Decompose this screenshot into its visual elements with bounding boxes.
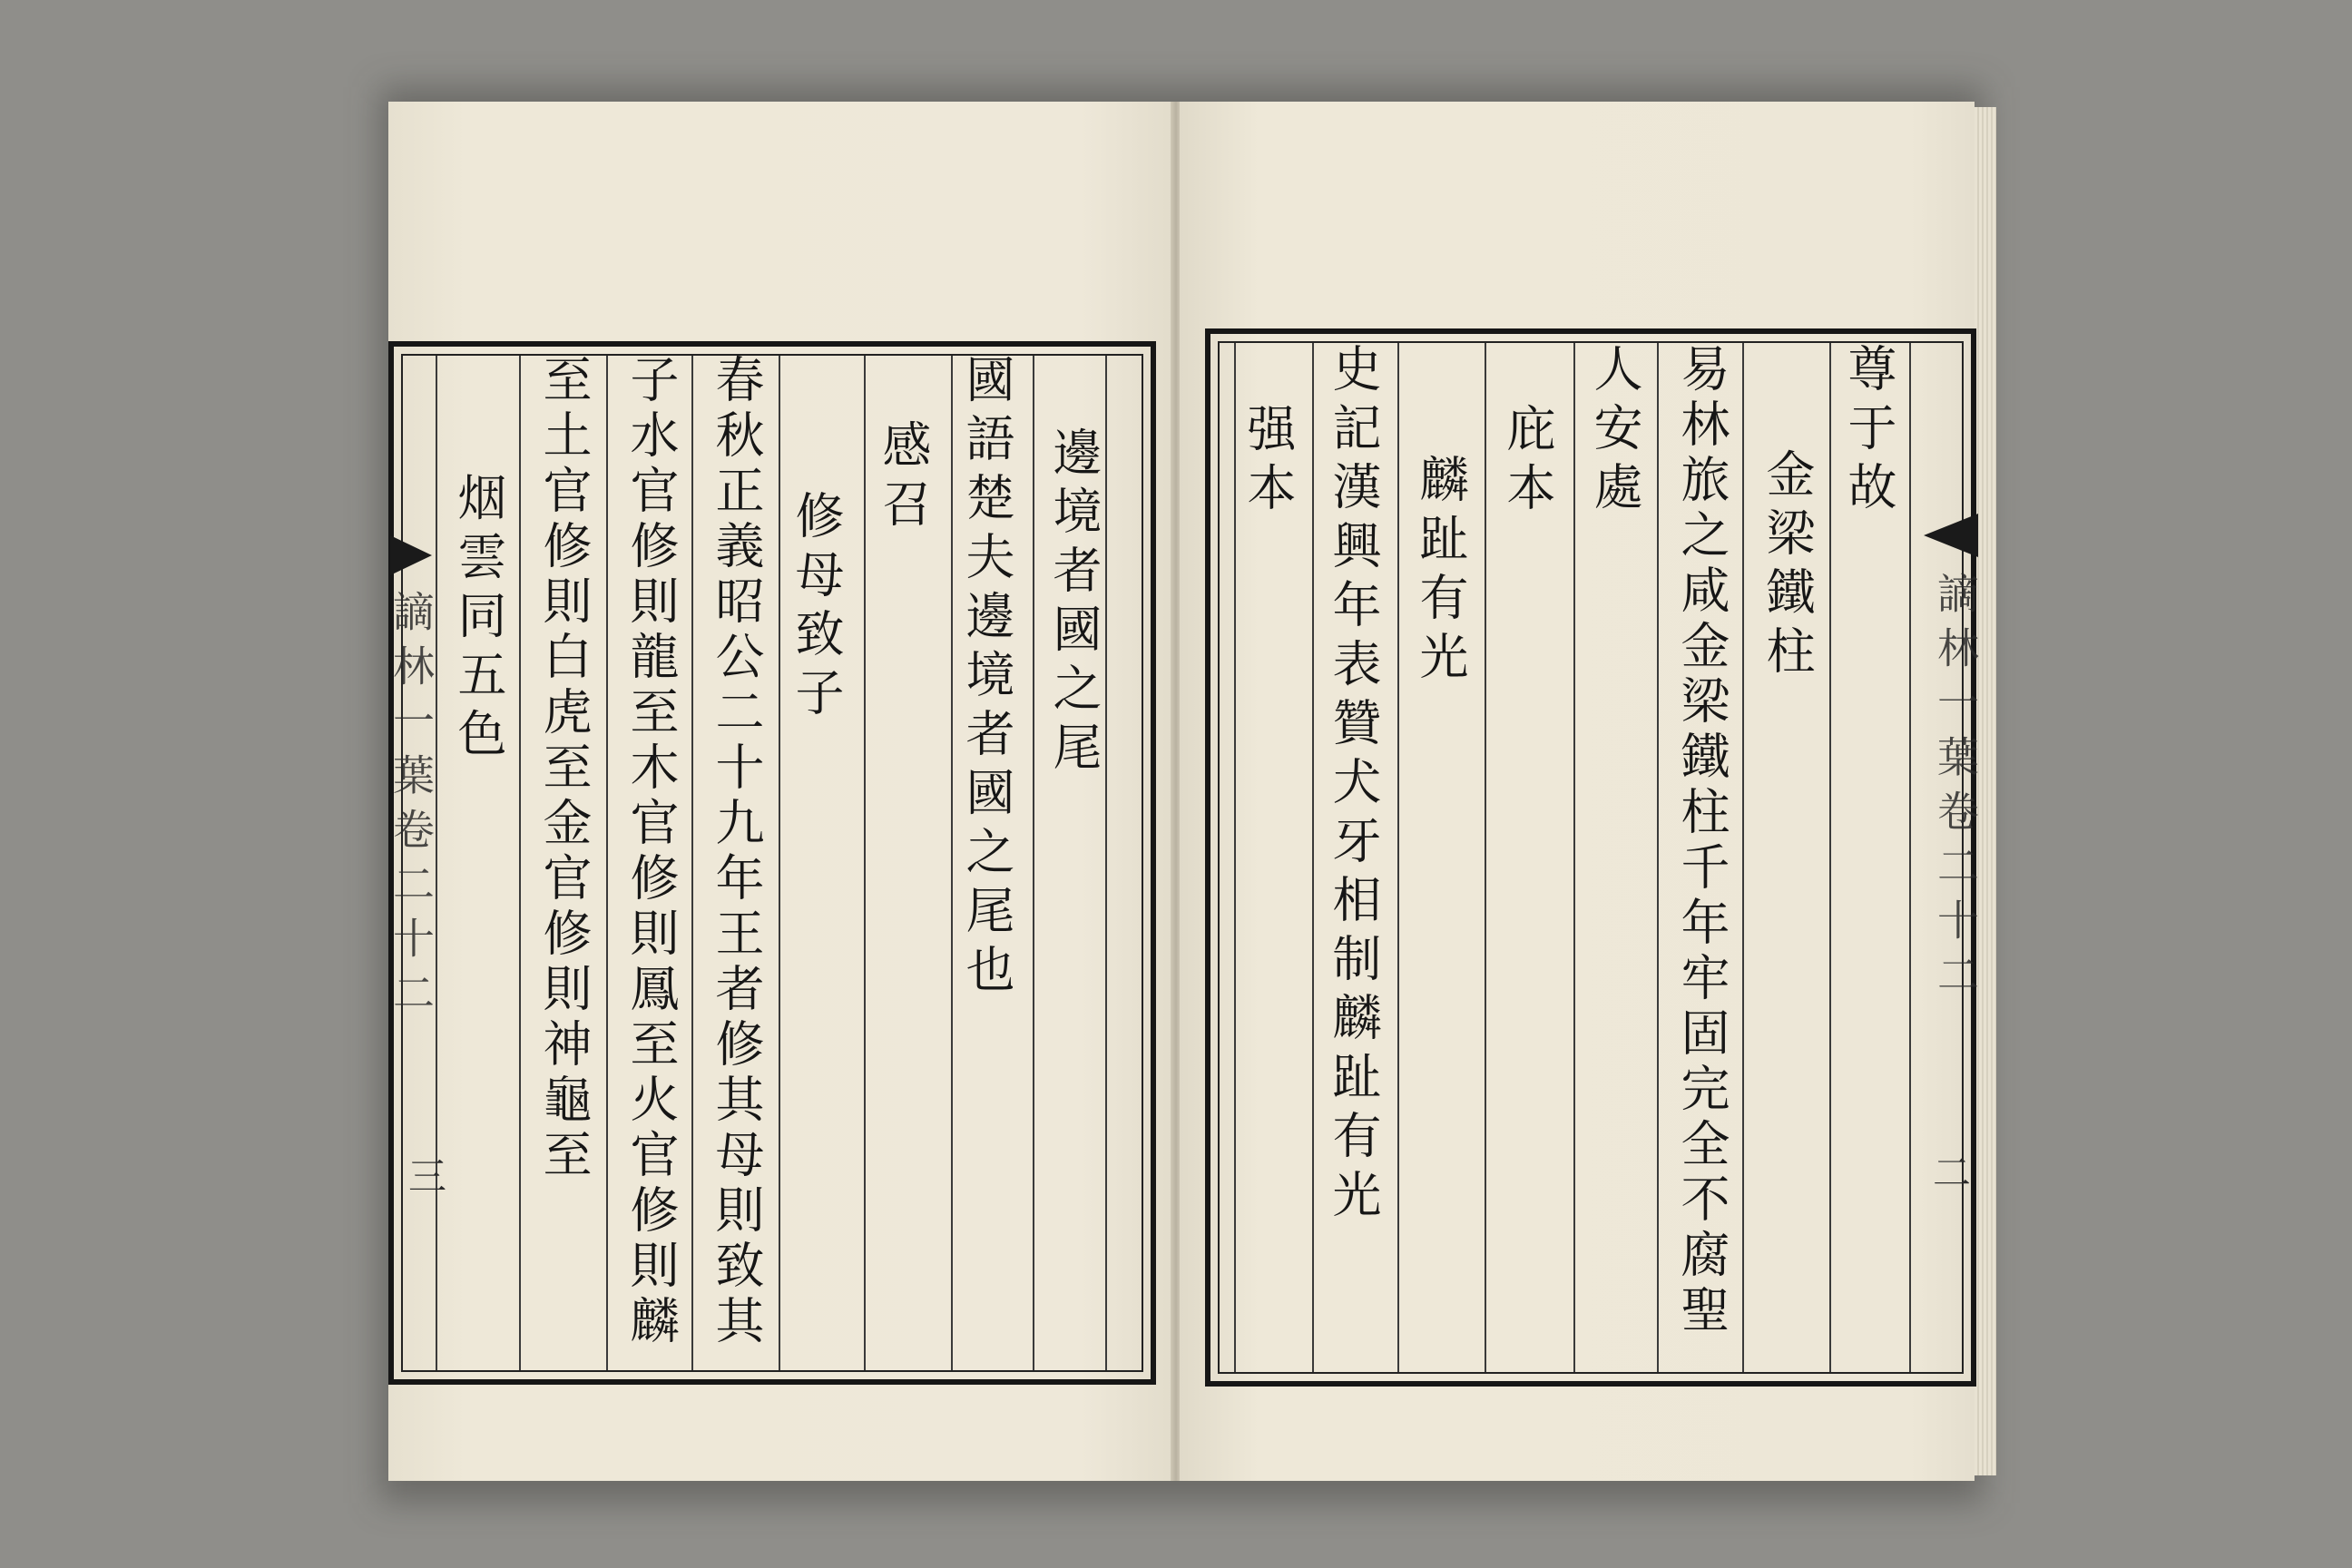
right-text-column-4: 人安處 (1586, 343, 1643, 520)
right-column-rule (1312, 343, 1314, 1372)
left-text-column-5: 春秋正義昭公二十九年王者修其母則致其 (708, 354, 765, 1350)
left-column-rule (519, 356, 521, 1370)
right-margin-title: 謫林一葉卷二十二 (1931, 572, 1980, 1007)
left-text-column-7: 至土官修則白虎至金官修則神龜至 (535, 354, 593, 1184)
left-column-rule (1105, 356, 1107, 1370)
left-column-rule (1033, 356, 1034, 1370)
right-text-column-5: 庇本 (1499, 403, 1556, 521)
right-text-column-6: 麟趾有光 (1412, 454, 1469, 690)
left-column-rule (606, 356, 608, 1370)
left-text-column-2: 國語楚夫邊境者國之尾也 (958, 354, 1015, 1003)
right-text-column-7: 史記漢興年表贊犬牙相制麟趾有光 (1325, 343, 1382, 1228)
right-column-rule (1397, 343, 1399, 1372)
left-text-column-3: 感召 (875, 419, 932, 537)
right-column-rule (1909, 343, 1911, 1372)
left-text-column-1: 邊境者國之尾 (1045, 426, 1102, 780)
left-column-rule (691, 356, 693, 1370)
fish-tail-mark (390, 535, 432, 575)
right-column-rule (1234, 343, 1236, 1372)
left-text-column-6: 子水官修則龍至木官修則鳳至火官修則麟 (622, 354, 680, 1350)
right-text-column-2: 金梁鐵柱 (1759, 448, 1816, 684)
left-column-rule (864, 356, 866, 1370)
left-column-rule (779, 356, 780, 1370)
left-text-column-4: 修母致子 (788, 490, 845, 726)
right-text-column-3: 易林旅之咸金梁鐵柱千年牢固完全不腐聖 (1673, 343, 1730, 1339)
left-margin-title: 謫林一葉卷二十二 (387, 590, 436, 1025)
fish-tail-mark (1924, 514, 1978, 557)
left-page-number: 三 (408, 1154, 447, 1199)
right-column-rule (1573, 343, 1575, 1372)
right-column-rule (1742, 343, 1744, 1372)
right-column-rule (1829, 343, 1831, 1372)
right-column-rule (1485, 343, 1486, 1372)
right-column-rule (1657, 343, 1659, 1372)
right-text-column-1: 尊于故 (1840, 343, 1897, 520)
left-column-rule (951, 356, 953, 1370)
left-text-column-8: 烟雲同五色 (450, 472, 507, 767)
right-text-column-8: 强本 (1240, 403, 1297, 521)
right-page-number: 二 (1933, 1151, 1972, 1195)
